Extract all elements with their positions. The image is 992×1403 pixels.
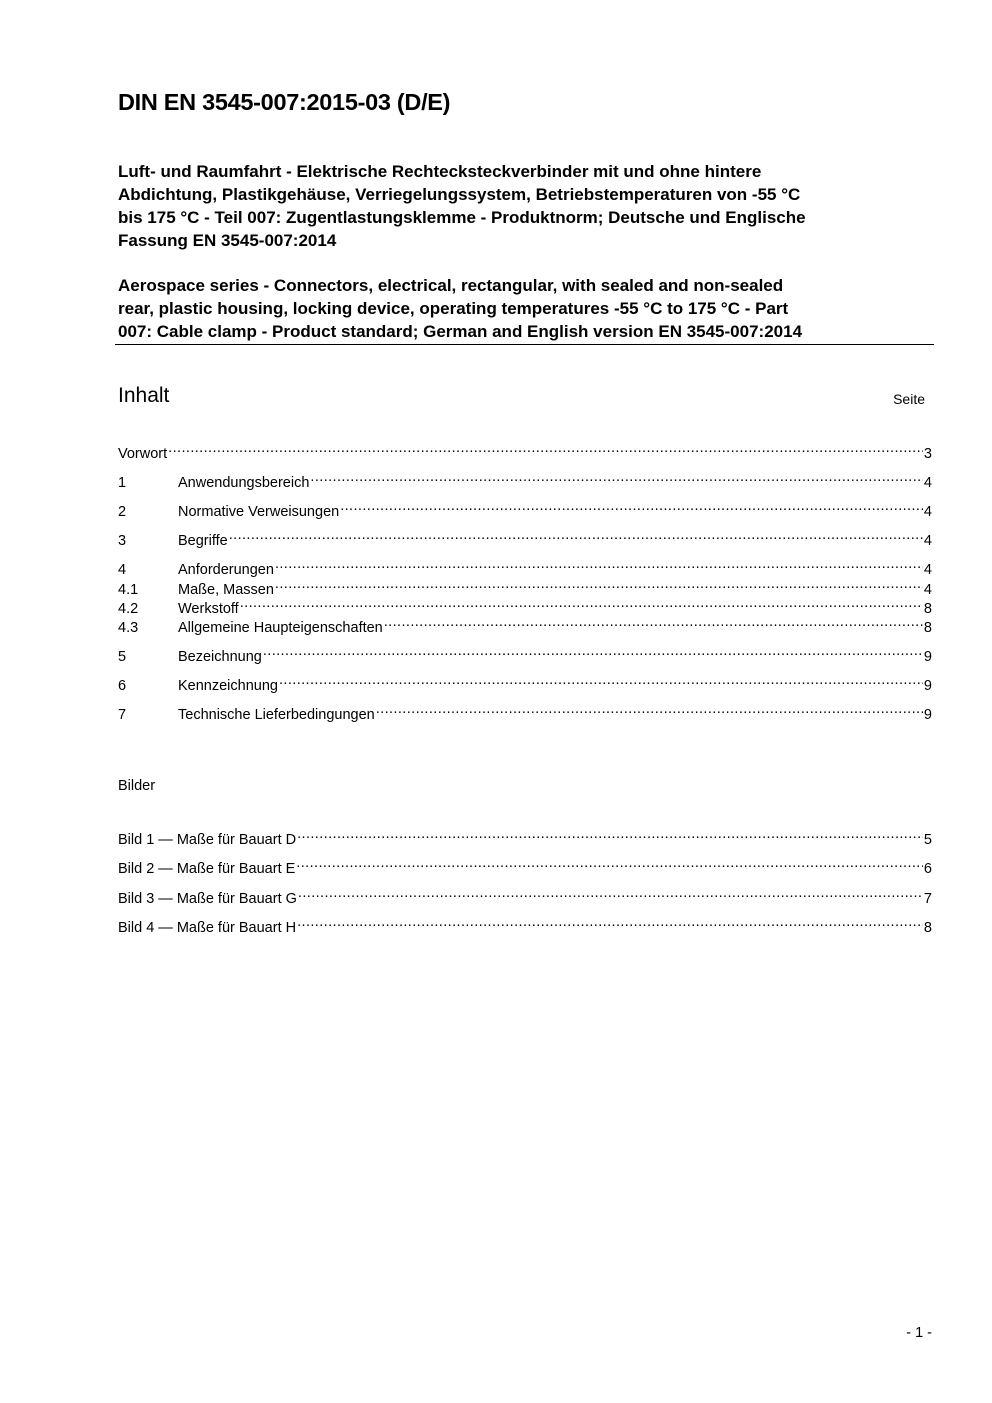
dot-leader — [297, 825, 923, 844]
title-german — [118, 160, 948, 252]
toc-entry-page: 4 — [923, 562, 932, 578]
toc-entry-5[interactable] — [118, 642, 932, 665]
figure-entry-4[interactable] — [118, 913, 932, 936]
toc-entry-label: Maße, Massen — [178, 582, 274, 598]
title-english — [118, 274, 948, 343]
dot-leader — [279, 671, 923, 690]
dot-leader — [310, 468, 923, 487]
title-german-line: bis 175 °C - Teil 007: Zugentlastungsklemme - Produktnorm; Deutsche und Englische — [118, 208, 806, 227]
toc-entry-number: 3 — [118, 533, 127, 549]
toc-entry-page: 4 — [923, 582, 932, 598]
figure-entry-label: Bild 4 — Maße für Bauart H — [118, 920, 297, 936]
figure-entry-3[interactable] — [118, 884, 932, 907]
dot-leader — [240, 594, 923, 613]
toc-entry-1[interactable] — [118, 468, 932, 491]
toc-entry-page: 9 — [923, 649, 932, 665]
toc-heading: Inhalt — [118, 384, 170, 407]
toc-entry-vorwort[interactable] — [118, 439, 932, 462]
toc-entry-page: 4 — [923, 533, 932, 549]
toc-entry-page: 8 — [923, 601, 932, 617]
dot-leader — [297, 913, 923, 932]
dot-leader — [340, 497, 923, 516]
toc-entry-number: 6 — [118, 678, 127, 694]
figure-entry-page: 5 — [923, 832, 932, 848]
toc-entry-label: Bezeichnung — [178, 649, 262, 665]
toc-entry-number: 2 — [118, 504, 127, 520]
figure-entry-1[interactable] — [118, 825, 932, 848]
toc-entry-number: 1 — [118, 475, 127, 491]
toc-entry-label: Vorwort — [118, 446, 168, 462]
toc-entry-page: 3 — [923, 446, 932, 462]
toc-entry-4-3[interactable] — [118, 613, 932, 636]
toc-entry-label: Allgemeine Haupteigenschaften — [178, 620, 383, 636]
toc-entry-number: 7 — [118, 707, 127, 723]
toc-entry-page: 8 — [923, 620, 932, 636]
toc-entry-4-1[interactable] — [118, 575, 932, 598]
toc-entry-number: 4.3 — [118, 620, 139, 636]
toc-entry-label: Kennzeichnung — [178, 678, 278, 694]
toc-entry-page: 9 — [923, 707, 932, 723]
toc-entry-7[interactable] — [118, 700, 932, 723]
title-divider — [115, 344, 934, 345]
toc-entry-label: Normative Verweisungen — [178, 504, 340, 520]
title-english-line: 007: Cable clamp - Product standard; German and English version EN 3545-007:2014 — [118, 322, 803, 341]
title-german-line: Luft- und Raumfahrt - Elektrische Rechtecksteckverbinder mit und ohne hintere — [118, 162, 762, 181]
toc-entry-page: 4 — [923, 504, 932, 520]
figure-entry-label: Bild 1 — Maße für Bauart D — [118, 832, 297, 848]
toc-entry-4-2[interactable] — [118, 594, 932, 617]
title-english-line: Aerospace series - Connectors, electrical, rectangular, with sealed and non-sealed — [118, 276, 784, 295]
toc-entry-2[interactable] — [118, 497, 932, 520]
toc-entry-label: Begriffe — [178, 533, 228, 549]
dot-leader — [376, 700, 923, 719]
figure-entry-2[interactable] — [118, 854, 932, 877]
footer-page-number: - 1 - — [906, 1325, 932, 1341]
toc-entry-number: 4.1 — [118, 582, 139, 598]
toc-page-column-label: Seite — [893, 391, 925, 407]
dot-leader — [296, 854, 923, 873]
dot-leader — [263, 642, 923, 661]
dot-leader — [298, 884, 923, 903]
dot-leader — [229, 526, 923, 545]
dot-leader — [275, 575, 923, 594]
toc-entry-page: 9 — [923, 678, 932, 694]
toc-entry-3[interactable] — [118, 526, 932, 549]
figure-entry-label: Bild 3 — Maße für Bauart G — [118, 891, 297, 907]
title-english-line: rear, plastic housing, locking device, operating temperatures -55 °C to 175 °C - Part — [118, 299, 789, 318]
toc-entry-page: 4 — [923, 475, 932, 491]
toc-entry-number: 4.2 — [118, 601, 139, 617]
toc-entry-4[interactable] — [118, 555, 932, 578]
toc-entry-6[interactable] — [118, 671, 932, 694]
title-german-line: Fassung EN 3545-007:2014 — [118, 231, 337, 250]
toc-entry-label: Technische Lieferbedingungen — [178, 707, 375, 723]
figure-entry-page: 7 — [923, 891, 932, 907]
toc-entry-label: Werkstoff — [178, 601, 239, 617]
figure-entry-label: Bild 2 — Maße für Bauart E — [118, 861, 296, 877]
toc-entry-label: Anwendungsbereich — [178, 475, 310, 491]
figure-entry-page: 8 — [923, 920, 932, 936]
document-title: DIN EN 3545-007:2015-03 (D/E) — [118, 89, 451, 115]
dot-leader — [384, 613, 923, 632]
toc-entry-number: 5 — [118, 649, 127, 665]
figure-entry-page: 6 — [923, 861, 932, 877]
dot-leader — [168, 439, 923, 458]
dot-leader — [275, 555, 923, 574]
title-german-line: Abdichtung, Plastikgehäuse, Verriegelungssystem, Betriebstemperaturen von -55 °C — [118, 185, 801, 204]
toc-entry-number: 4 — [118, 562, 127, 578]
figures-heading: Bilder — [118, 778, 156, 794]
toc-entry-label: Anforderungen — [178, 562, 274, 578]
